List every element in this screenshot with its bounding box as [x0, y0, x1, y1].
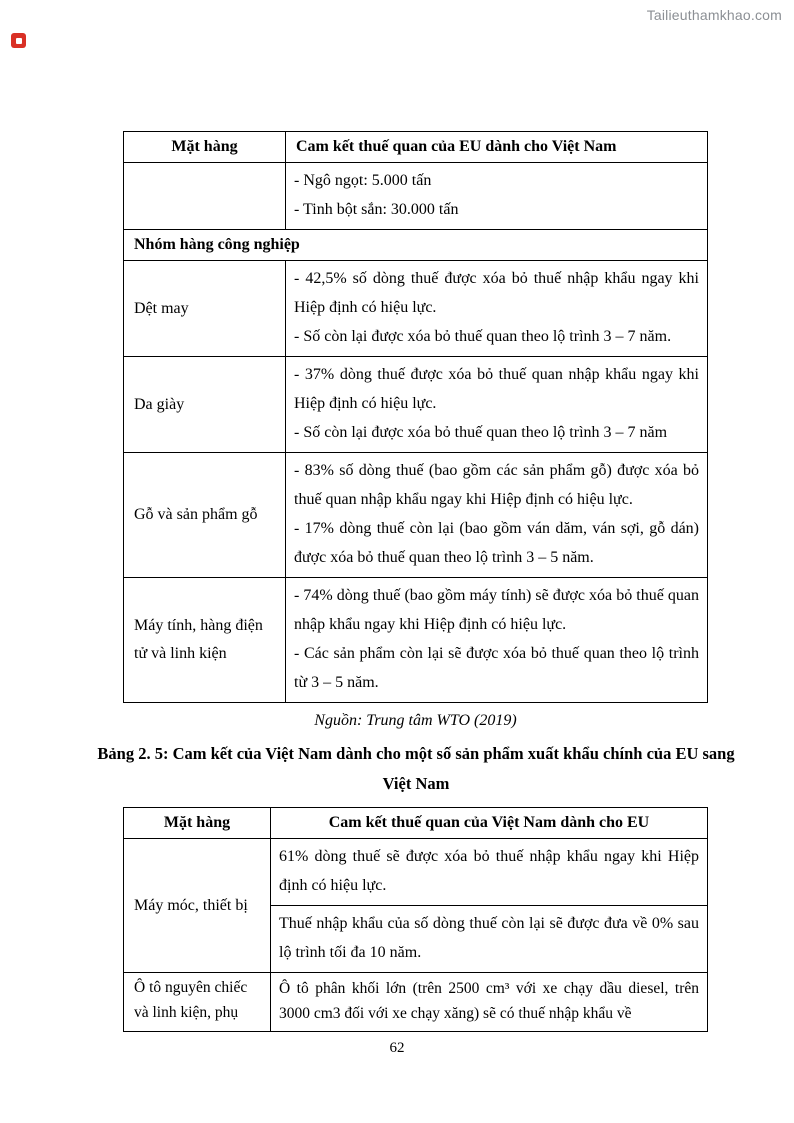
item-cell-textiles: Dệt may — [124, 261, 286, 357]
table-row — [124, 839, 708, 906]
bullet-line: - Tinh bột sắn: 30.000 tấn — [294, 201, 459, 218]
commitment-cell — [286, 453, 708, 578]
table-row — [124, 357, 708, 453]
watermark-text: Tailieuthamkhao.com — [646, 7, 782, 23]
commitment-cell — [286, 261, 708, 357]
commitment-cell: Thuế nhập khẩu của số dòng thuế còn lại sẽ được đưa về 0% sau lộ trình tối đa 10 năm. — [271, 906, 708, 973]
table-row — [124, 453, 708, 578]
vn-tariff-commitments-table — [123, 807, 708, 1032]
red-marker-icon — [11, 33, 26, 48]
table-row — [124, 973, 708, 1032]
bullet-line: - 17% dòng thuế còn lại (bao gồm ván dăm, ván sợi, gỗ dán) được xóa bỏ thuế quan theo lộ trình 3 – 5 năm. — [294, 520, 699, 566]
bullet-line: - 83% số dòng thuế (bao gồm các sản phẩm gỗ) được xóa bỏ thuế quan nhập khẩu ngay khi Hiệp định có hiệu lực. — [294, 462, 699, 508]
column-header-vn-commitment: Cam kết thuế quan của Việt Nam dành cho EU — [271, 808, 708, 839]
item-cell-electronics: Máy tính, hàng điện tử và linh kiện — [124, 578, 286, 703]
source-note: Nguồn: Trung tâm WTO (2019) — [314, 712, 517, 729]
item-cell-empty — [124, 163, 286, 230]
page-content — [97, 131, 735, 1032]
commitment-cell — [286, 163, 708, 230]
table-caption: Bảng 2. 5: Cam kết của Việt Nam dành cho một số sản phẩm xuất khẩu chính của EU sang Việt Nam — [97, 744, 735, 793]
bullet-line: - Các sản phẩm còn lại sẽ được xóa bỏ thuế quan theo lộ trình từ 3 – 5 năm. — [294, 645, 699, 691]
bullet-line: - Số còn lại được xóa bỏ thuế quan theo lộ trình 3 – 7 năm — [294, 424, 668, 441]
bullet-line: - 37% dòng thuế được xóa bỏ thuế quan nhập khẩu ngay khi Hiệp định có hiệu lực. — [294, 366, 699, 412]
column-header-item: Mặt hàng — [124, 132, 286, 163]
item-cell-footwear: Da giày — [124, 357, 286, 453]
page-number: 62 — [389, 1040, 405, 1056]
item-cell-automobiles: Ô tô nguyên chiếc và linh kiện, phụ — [124, 973, 271, 1032]
section-label-industrial-goods: Nhóm hàng công nghiệp — [124, 230, 708, 261]
commitment-cell: Ô tô phân khối lớn (trên 2500 cm³ với xe chạy dầu diesel, trên 3000 cm3 đối với xe chạy xăng) sẽ có thuế nhập khẩu về — [271, 973, 708, 1032]
column-header-item: Mặt hàng — [124, 808, 271, 839]
red-marker-inner — [16, 38, 22, 44]
table-row — [124, 578, 708, 703]
bullet-line: - Ngô ngọt: 5.000 tấn — [294, 172, 432, 189]
column-header-eu-commitment: Cam kết thuế quan của EU dành cho Việt Nam — [286, 132, 708, 163]
commitment-cell — [286, 357, 708, 453]
table-section-row — [124, 230, 708, 261]
eu-tariff-commitments-table — [123, 131, 708, 703]
bullet-line: - 42,5% số dòng thuế được xóa bỏ thuế nhập khẩu ngay khi Hiệp định có hiệu lực. — [294, 270, 699, 316]
table-header-row — [124, 132, 708, 163]
commitment-cell: 61% dòng thuế sẽ được xóa bỏ thuế nhập khẩu ngay khi Hiệp định có hiệu lực. — [271, 839, 708, 906]
bullet-line: - 74% dòng thuế (bao gồm máy tính) sẽ được xóa bỏ thuế quan nhập khẩu ngay khi Hiệp định có hiệu lực. — [294, 587, 699, 633]
commitment-cell — [286, 578, 708, 703]
table-row — [124, 163, 708, 230]
table-row — [124, 261, 708, 357]
table-header-row — [124, 808, 708, 839]
item-cell-machinery: Máy móc, thiết bị — [124, 839, 271, 973]
bullet-line: - Số còn lại được xóa bỏ thuế quan theo lộ trình 3 – 7 năm. — [294, 328, 672, 345]
item-cell-wood-products: Gỗ và sản phẩm gỗ — [124, 453, 286, 578]
